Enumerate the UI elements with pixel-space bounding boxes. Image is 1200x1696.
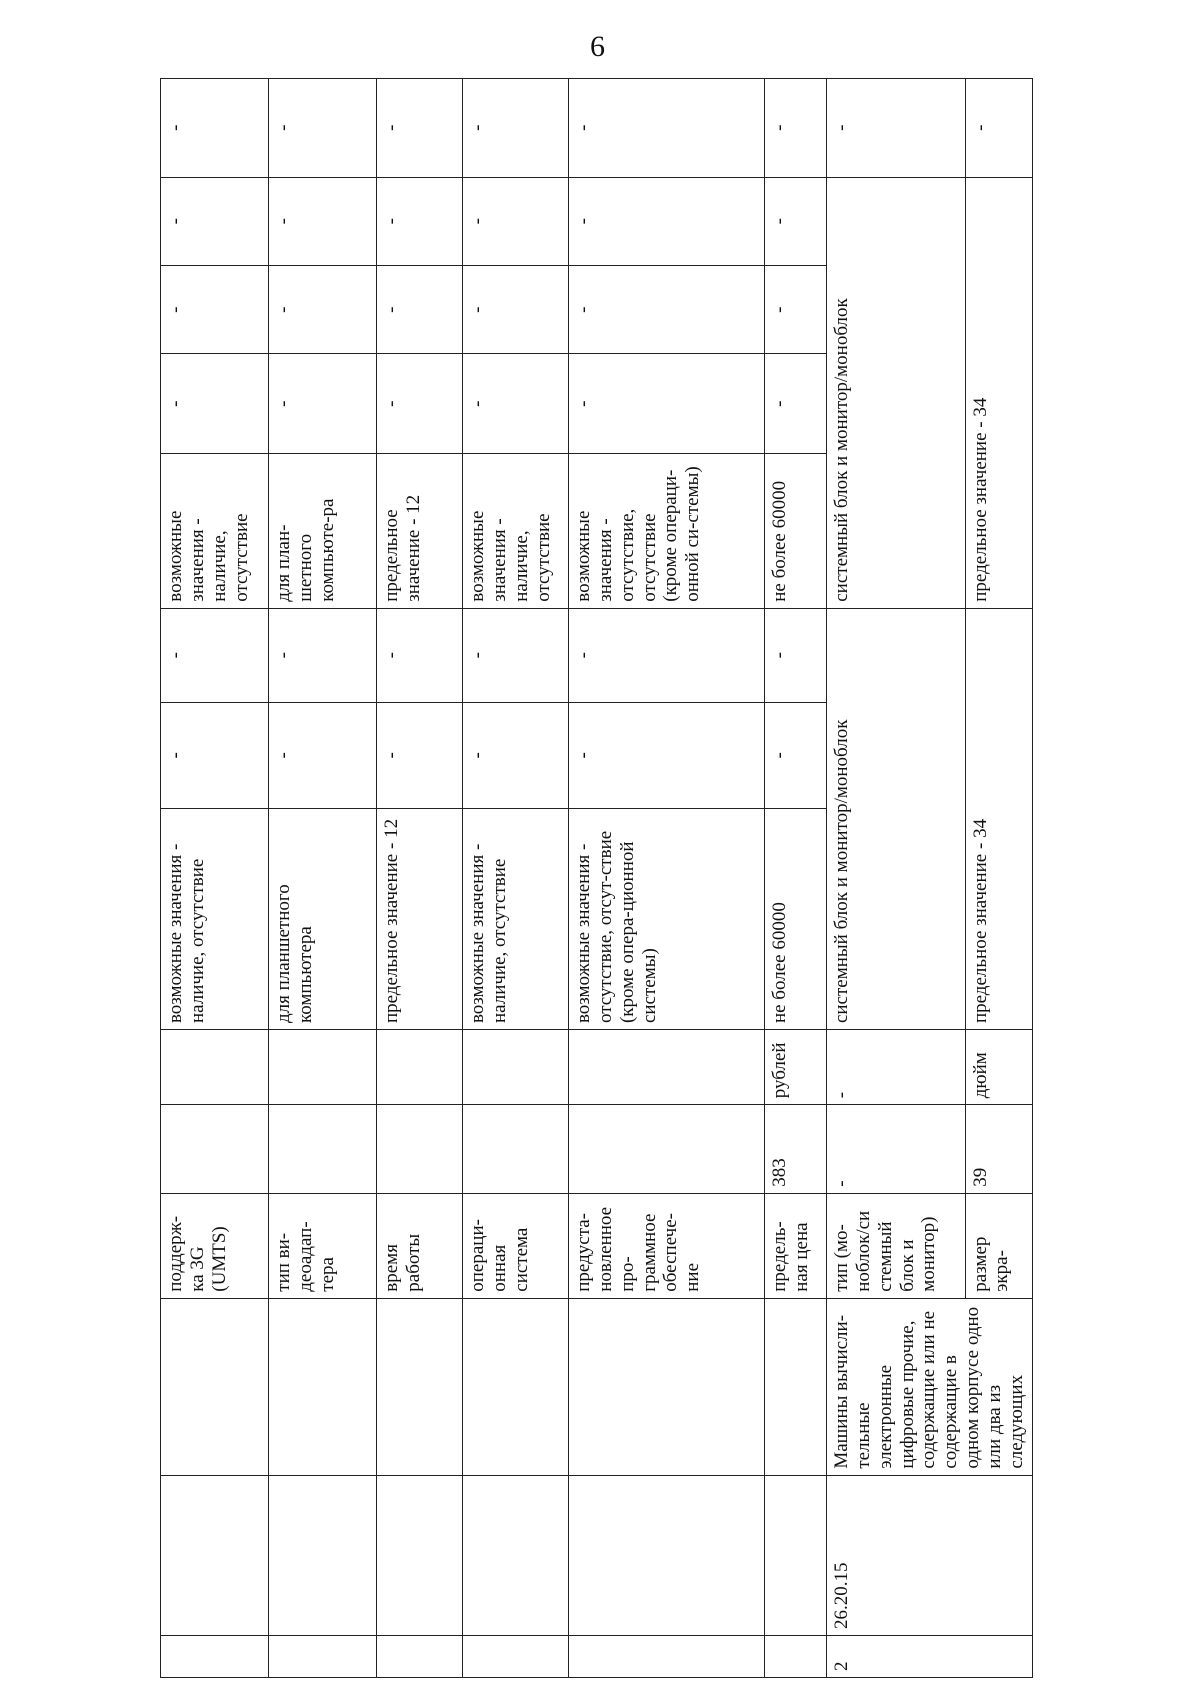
- dash-cell: -: [765, 79, 827, 178]
- okpd-cell: [569, 1475, 765, 1635]
- name-cell: [765, 1298, 827, 1475]
- dash-cell: -: [161, 354, 269, 454]
- char-cell: поддерж-ка 3G (UMTS): [161, 1193, 269, 1298]
- dash-cell: -: [377, 79, 463, 178]
- name-cell: [377, 1298, 463, 1475]
- num-cell: [569, 1635, 765, 1677]
- req-cell: системный блок и монитор/моноблок: [827, 608, 966, 1029]
- code-cell: [269, 1105, 377, 1193]
- dash-cell: -: [569, 177, 765, 265]
- dash-cell: -: [377, 265, 463, 353]
- dash-cell: -: [377, 177, 463, 265]
- dash-cell: -: [161, 702, 269, 808]
- dash-cell: -: [269, 354, 377, 454]
- req-cell: возможные значения - отсутствие, отсут-ствие (кроме опера-ционной системы): [569, 808, 765, 1029]
- char-cell: предуста-новленное про-граммное обеспече-ние: [569, 1193, 765, 1298]
- code-cell: [377, 1105, 463, 1193]
- dash-cell: -: [463, 265, 569, 353]
- char-cell: тип (мо-ноблок/си стемный блок и монитор): [827, 1193, 966, 1298]
- code-cell: 383: [765, 1105, 827, 1193]
- dash-cell: -: [827, 79, 966, 178]
- num-cell: [269, 1635, 377, 1677]
- dash-cell: -: [463, 79, 569, 178]
- opt-cell: возможные значения - отсутствие, отсутствие (кроме операци-онной си-стемы): [569, 453, 765, 608]
- dash-cell: -: [269, 265, 377, 353]
- num-cell: [161, 1635, 269, 1677]
- name-cell: [569, 1298, 765, 1475]
- num-cell: [377, 1635, 463, 1677]
- dash-cell: -: [377, 354, 463, 454]
- dash-cell: -: [569, 265, 765, 353]
- unit-cell: [463, 1030, 569, 1105]
- okpd-cell: [463, 1475, 569, 1635]
- dash-cell: -: [569, 702, 765, 808]
- dash-cell: -: [161, 265, 269, 353]
- req-cell: для планшетного компьютера: [269, 808, 377, 1029]
- dash-cell: -: [269, 177, 377, 265]
- table-row: [269, 79, 377, 1678]
- okpd-cell: [377, 1475, 463, 1635]
- opt-cell: предельное значение - 12: [377, 453, 463, 608]
- dash-cell: -: [965, 79, 1032, 178]
- dash-cell: -: [377, 702, 463, 808]
- table-row-item2-type: [827, 79, 966, 1678]
- code-cell: -: [827, 1105, 966, 1193]
- unit-cell: рублей: [765, 1030, 827, 1105]
- okpd-cell: [765, 1475, 827, 1635]
- unit-cell: [569, 1030, 765, 1105]
- name-cell: Машины вычисли-тельные электронные цифровые прочие, содержащие или не содержащие в одном корпусе одно или два из следующих: [827, 1298, 1033, 1475]
- table-row: [377, 79, 463, 1678]
- opt-cell: не более 60000: [765, 453, 827, 608]
- dash-cell: -: [765, 265, 827, 353]
- table-row: [569, 79, 765, 1678]
- okpd-cell: [161, 1475, 269, 1635]
- dash-cell: -: [569, 79, 765, 178]
- req-cell: предельное значение - 12: [377, 808, 463, 1029]
- name-cell: [463, 1298, 569, 1475]
- dash-cell: -: [269, 702, 377, 808]
- opt-cell: для план-шетного компьюте-ра: [269, 453, 377, 608]
- unit-cell: -: [827, 1030, 966, 1105]
- unit-cell: дюйм: [965, 1030, 1032, 1105]
- dash-cell: -: [377, 608, 463, 702]
- opt-cell: возможные значения - наличие, отсутствие: [161, 453, 269, 608]
- dash-cell: -: [765, 354, 827, 454]
- dash-cell: -: [765, 702, 827, 808]
- page-number: 6: [590, 30, 605, 63]
- dash-cell: -: [269, 608, 377, 702]
- table-row: [161, 79, 269, 1678]
- dash-cell: -: [463, 354, 569, 454]
- num-cell: 2: [827, 1635, 1033, 1677]
- rotated-table-wrapper: [160, 78, 1080, 1678]
- req-cell: возможные значения - наличие, отсутствие: [161, 808, 269, 1029]
- num-cell: [765, 1635, 827, 1677]
- name-cell: [269, 1298, 377, 1475]
- code-cell: [463, 1105, 569, 1193]
- dash-cell: -: [765, 177, 827, 265]
- dash-cell: -: [161, 608, 269, 702]
- char-cell: время работы: [377, 1193, 463, 1298]
- char-cell: размер экра-: [965, 1193, 1032, 1298]
- dash-cell: -: [463, 608, 569, 702]
- opt-cell: возможные значения - наличие, отсутствие: [463, 453, 569, 608]
- dash-cell: -: [569, 354, 765, 454]
- dash-cell: -: [463, 702, 569, 808]
- dash-cell: -: [161, 177, 269, 265]
- unit-cell: [269, 1030, 377, 1105]
- table-row: [765, 79, 827, 1678]
- table-row: [463, 79, 569, 1678]
- okpd-cell: [269, 1475, 377, 1635]
- req-cell: не более 60000: [765, 808, 827, 1029]
- requirements-table: [160, 78, 1033, 1678]
- num-cell: [463, 1635, 569, 1677]
- dash-cell: -: [269, 79, 377, 178]
- dash-cell: -: [463, 177, 569, 265]
- code-cell: [569, 1105, 765, 1193]
- unit-cell: [161, 1030, 269, 1105]
- dash-cell: -: [161, 79, 269, 178]
- dash-cell: -: [569, 608, 765, 702]
- okpd-cell: 26.20.15: [827, 1475, 1033, 1635]
- code-cell: [161, 1105, 269, 1193]
- req-cell: предельное значение - 34: [965, 608, 1032, 1029]
- unit-cell: [377, 1030, 463, 1105]
- opt-cell: системный блок и монитор/моноблок: [827, 177, 966, 608]
- char-cell: предель-ная цена: [765, 1193, 827, 1298]
- opt-cell: предельное значение - 34: [965, 177, 1032, 608]
- dash-cell: -: [765, 608, 827, 702]
- req-cell: возможные значения - наличие, отсутствие: [463, 808, 569, 1029]
- code-cell: 39: [965, 1105, 1032, 1193]
- char-cell: операци-онная система: [463, 1193, 569, 1298]
- name-cell: [161, 1298, 269, 1475]
- char-cell: тип ви-деоадап-тера: [269, 1193, 377, 1298]
